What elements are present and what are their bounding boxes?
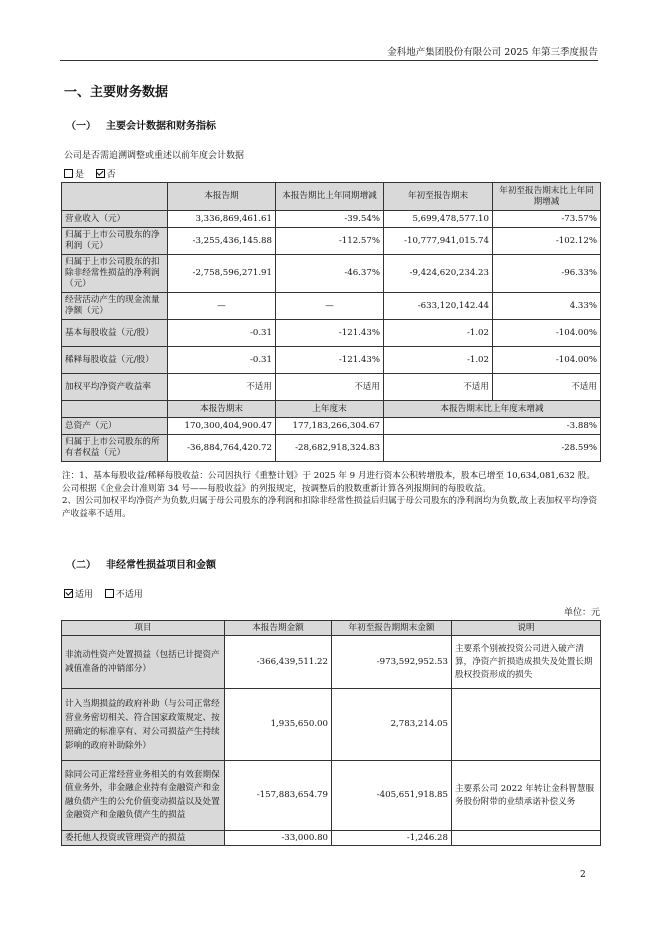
table-cell: -73.57% xyxy=(493,211,601,228)
table-row xyxy=(62,228,601,255)
table-cell: -3,255,436,145.88 xyxy=(168,228,276,255)
table-cell: 不适用 xyxy=(276,374,384,401)
table-cell: -46.37% xyxy=(276,255,384,293)
table-cell: -1.02 xyxy=(384,347,493,374)
table-cell: -121.43% xyxy=(276,320,384,347)
table-cell: -405,651,918.85 xyxy=(332,761,452,831)
table-cell: 3,336,869,461.61 xyxy=(168,211,276,228)
table-cell: -28,682,918,324.83 xyxy=(276,435,384,462)
note-2: 2、因公司加权平均净资产为负数,归属于母公司股东的净利润和扣除非经常性损益后归属于母公司股东的净利润均为负数,故上表加权平均净资产收益率不适用。 xyxy=(62,496,598,519)
row-label: 计入当期损益的政府补助（与公司正常经营业务密切相关、符合国家政策规定、按照确定的标准享有、对公司损益产生持续影响的政府补助除外） xyxy=(62,689,225,761)
row-label: 归属于上市公司股东的净利润（元） xyxy=(62,228,168,255)
table-cell: — xyxy=(168,293,276,320)
unchecked-box-icon xyxy=(105,589,114,598)
subsection-label: 主要会计数据和财务指标 xyxy=(106,121,216,132)
subsection-number: （二） xyxy=(66,560,96,571)
header-cell: 本报告期金额 xyxy=(225,621,332,636)
header-cell: 年初至报告期期末金额 xyxy=(332,621,452,636)
checked-box-icon xyxy=(64,589,73,598)
table-cell: 主要系个别被投资公司进入破产清算，净资产折损造成损失及处置长期股权投资形成的损失 xyxy=(452,636,601,689)
unit-label: 单位：元 xyxy=(563,608,600,618)
row-label: 加权平均净资产收益率 xyxy=(62,374,168,401)
table-cell: 主要系公司 2022 年转让金科智慧服务股份附带的业绩承诺补偿义务 xyxy=(452,761,601,831)
table-cell: 4.33% xyxy=(493,293,601,320)
page-header: 金科地产集团股份有限公司 2025 年第三季度报告 xyxy=(387,47,598,58)
table-cell: -366,439,511.22 xyxy=(225,636,332,689)
table-cell: — xyxy=(276,293,384,320)
table-cell: -0.31 xyxy=(168,347,276,374)
page-number: 2 xyxy=(580,870,586,880)
table-row xyxy=(62,211,601,228)
table-row xyxy=(62,831,601,846)
table-cell: -1,246.28 xyxy=(332,831,452,846)
option-not-applicable: 不适用 xyxy=(115,590,143,600)
table-cell: -1.02 xyxy=(384,320,493,347)
table-row xyxy=(62,636,601,689)
table-row xyxy=(62,418,601,435)
table-cell: -104.00% xyxy=(493,347,601,374)
table-cell: -104.00% xyxy=(493,320,601,347)
header-cell: 本报告期 xyxy=(168,183,276,211)
table-row xyxy=(62,347,601,374)
table-cell: -39.54% xyxy=(276,211,384,228)
checked-box-icon xyxy=(96,169,105,178)
row-label: 除同公司正常经营业务相关的有效套期保值业务外，非金融企业持有金融资产和金融负债产生的公允价值变动损益以及处置金融资产和金融负债产生的损益 xyxy=(62,761,225,831)
row-label: 委托他人投资或管理资产的损益 xyxy=(62,831,225,846)
financial-indicators-table xyxy=(61,182,601,462)
table-cell: -3.88% xyxy=(384,418,601,435)
table-cell: -112.57% xyxy=(276,228,384,255)
table-cell: 2,783,214.05 xyxy=(332,689,452,761)
table-cell: -633,120,142.44 xyxy=(384,293,493,320)
header-blank-cell xyxy=(62,401,168,418)
table-row xyxy=(62,374,601,401)
adjust-options xyxy=(64,167,116,180)
option-yes: 是 xyxy=(75,170,85,180)
table-cell: -0.31 xyxy=(168,320,276,347)
table-cell: -2,758,596,271.91 xyxy=(168,255,276,293)
header-cell: 本报告期末比上年度末增减 xyxy=(384,401,601,418)
header-cell: 年初至报告期末比上年同期增减 xyxy=(493,183,601,211)
table-cell: 不适用 xyxy=(493,374,601,401)
table-cell: 177,183,266,304.67 xyxy=(276,418,384,435)
subsection-title-2 xyxy=(66,556,216,571)
header-rule xyxy=(60,60,598,61)
table-cell: -973,592,952.53 xyxy=(332,636,452,689)
table-row xyxy=(62,320,601,347)
table-cell: 不适用 xyxy=(384,374,493,401)
table-cell: -33,000.80 xyxy=(225,831,332,846)
row-label: 归属于上市公司股东的扣除非经常性损益的净利润（元） xyxy=(62,255,168,293)
row-label: 非流动性资产处置损益（包括已计提资产减值准备的冲销部分） xyxy=(62,636,225,689)
header-cell: 本报告期末 xyxy=(168,401,276,418)
table-cell: -96.33% xyxy=(493,255,601,293)
section-title: 一、主要财务数据 xyxy=(64,85,169,100)
non-recurring-items-table xyxy=(61,620,601,846)
header-cell: 本报告期比上年同期增减 xyxy=(276,183,384,211)
row-label: 稀释每股收益（元/股） xyxy=(62,347,168,374)
subsection-title-1 xyxy=(66,117,216,132)
table-cell: -102.12% xyxy=(493,228,601,255)
table-row xyxy=(62,293,601,320)
table-row xyxy=(62,761,601,831)
unchecked-box-icon xyxy=(64,169,73,178)
subsection-number: （一） xyxy=(66,121,96,132)
note-1: 注：1、基本每股收益/稀释每股收益：公司因执行《重整计划》于 2025 年 9 月进行资本公积转增股本，股本已增至 10,634,081,632 股。公司根据《企业会计准则第 34 号——每股收益》的列报规定，按调整后的股数重新计算各列报期间的每股收益。 xyxy=(62,471,595,494)
table-cell: -157,883,654.79 xyxy=(225,761,332,831)
table-cell xyxy=(452,831,601,846)
table-cell: -9,424,620,234.23 xyxy=(384,255,493,293)
table-row xyxy=(62,689,601,761)
row-label: 归属于上市公司股东的所有者权益（元） xyxy=(62,435,168,462)
row-label: 总资产（元） xyxy=(62,418,168,435)
table-cell: 170,300,404,900.47 xyxy=(168,418,276,435)
row-label: 经营活动产生的现金流量净额（元） xyxy=(62,293,168,320)
table-cell: -36,884,764,420.72 xyxy=(168,435,276,462)
table-row xyxy=(62,435,601,462)
notes xyxy=(62,470,598,520)
table-cell: 不适用 xyxy=(168,374,276,401)
table-cell: 1,935,650.00 xyxy=(225,689,332,761)
table-cell xyxy=(452,689,601,761)
header-cell: 年初至报告期末 xyxy=(384,183,493,211)
header-cell: 上年度末 xyxy=(276,401,384,418)
table-cell: 5,699,478,577.10 xyxy=(384,211,493,228)
table-row xyxy=(62,255,601,293)
applicable-options xyxy=(64,587,143,600)
header-cell: 项目 xyxy=(62,621,225,636)
row-label: 营业收入（元） xyxy=(62,211,168,228)
option-applicable: 适用 xyxy=(75,590,94,600)
table-cell: -28.59% xyxy=(384,435,601,462)
subsection-label: 非经常性损益项目和金额 xyxy=(106,560,216,571)
table-cell: -121.43% xyxy=(276,347,384,374)
option-no: 否 xyxy=(106,170,116,180)
adjust-question: 公司是否需追溯调整或重述以前年度会计数据 xyxy=(64,151,245,161)
table-cell: -10,777,941,015.74 xyxy=(384,228,493,255)
row-label: 基本每股收益（元/股） xyxy=(62,320,168,347)
header-cell: 说明 xyxy=(452,621,601,636)
header-cell xyxy=(62,183,168,211)
